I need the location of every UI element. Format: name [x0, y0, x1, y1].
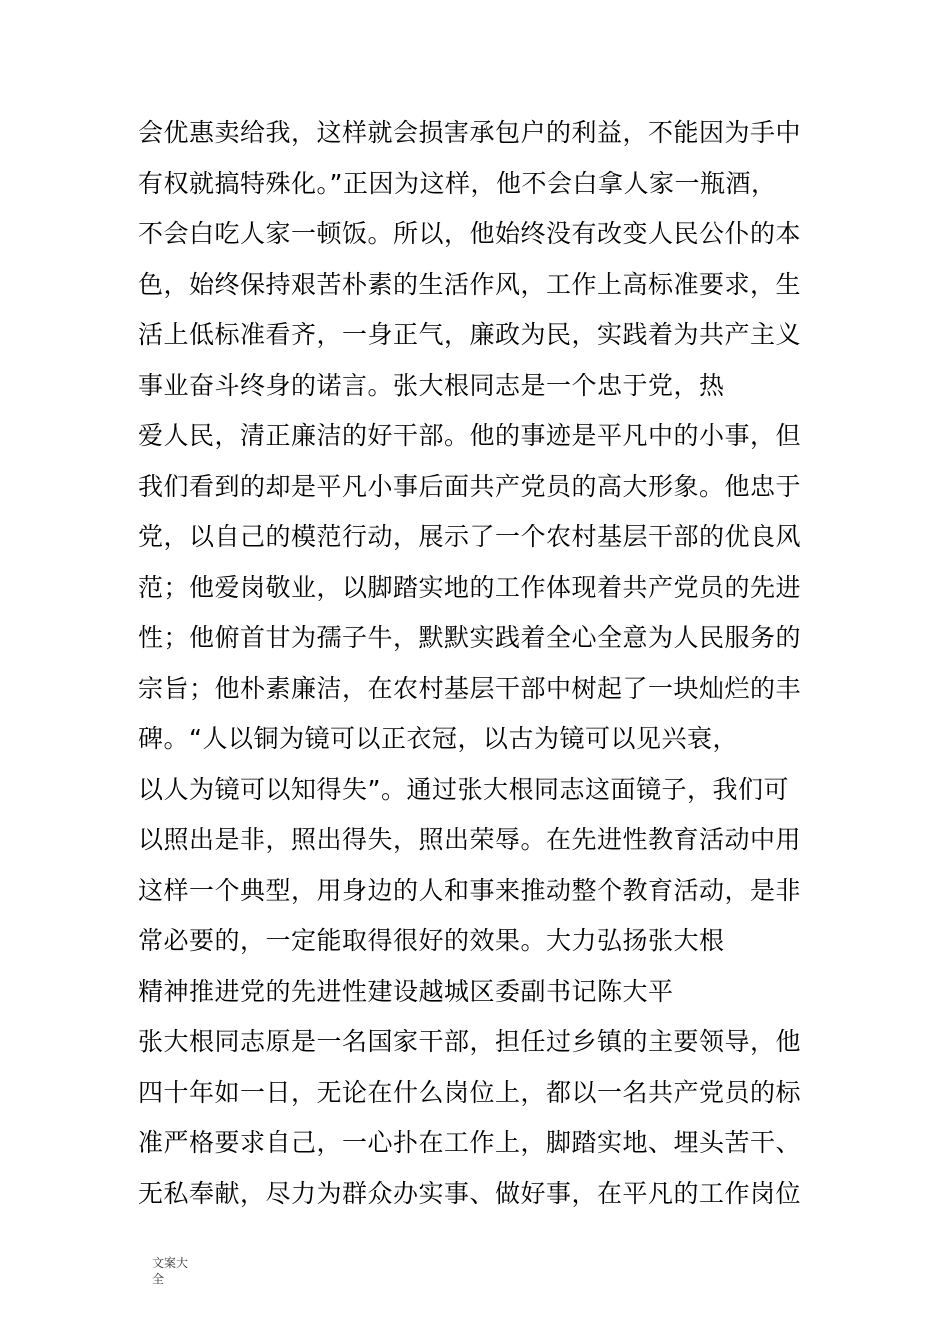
text-line: 无私奉献，尽力为群众办实事、做好事，在平凡的工作岗位 [138, 1178, 802, 1208]
text-line: 常必要的，一定能取得很好的效果。大力弘扬张大根 [138, 926, 725, 955]
text-line: 爱人民，清正廉洁的好干部。他的事迹是平凡中的小事，但 [138, 421, 802, 450]
text-line: 这样一个典型，用身边的人和事来推动整个教育活动，是非 [138, 875, 802, 905]
text-line: 准严格要求自己，一心扑在工作上，脚踏实地、埋头苦干、 [138, 1128, 802, 1157]
section-title-line: 精神推进党的先进性建设越城区委副书记陈大平 [138, 976, 674, 1006]
text-line: 我们看到的却是平凡小事后面共产党员的高大形象。他忠于 [138, 471, 802, 501]
text-line: 张大根同志原是一名国家干部，担任过乡镇的主要领导，他 [138, 1027, 802, 1056]
text-line: 四十年如一日，无论在什么岗位上，都以一名共产党员的标 [138, 1077, 802, 1107]
text-line: 碑。“人以铜为镜可以正衣冠，以古为镜可以见兴衰， [138, 724, 738, 753]
text-line: 会优惠卖给我，这样就会损害承包户的利益，不能因为手中 [138, 118, 802, 147]
text-line: 有权就搞特殊化。”正因为这样，他不会白拿人家一瓶酒， [138, 168, 777, 198]
body-text [138, 108, 828, 1219]
text-line: 宗旨；他朴素廉洁，在农村基层干部中树起了一块灿烂的丰 [138, 673, 802, 703]
text-line: 范；他爱岗敬业，以脚踏实地的工作体现着共产党员的先进 [138, 572, 802, 602]
footer-line-1: 文案大 [152, 1256, 189, 1270]
text-line: 以人为镜可以知得失”。通过张大根同志这面镜子，我们可 [138, 774, 789, 804]
text-line: 活上低标准看齐，一身正气，廉政为民，实践着为共产主义 [138, 320, 802, 349]
text-line: 事业奋斗终身的诺言。张大根同志是一个忠于党，热 [138, 370, 725, 400]
text-line: 色，始终保持艰苦朴素的生活作风，工作上高标准要求，生 [138, 269, 802, 299]
text-line: 不会白吃人家一顿饭。所以，他始终没有改变人民公仆的本 [138, 219, 802, 248]
page-footer [152, 1255, 200, 1287]
text-line: 以照出是非，照出得失，照出荣辱。在先进性教育活动中用 [138, 825, 802, 854]
footer-line-2: 全 [152, 1272, 165, 1286]
text-line: 性；他俯首甘为孺子牛，默默实践着全心全意为人民服务的 [138, 623, 802, 652]
text-line: 党，以自己的模范行动，展示了一个农村基层干部的优良风 [138, 522, 802, 551]
